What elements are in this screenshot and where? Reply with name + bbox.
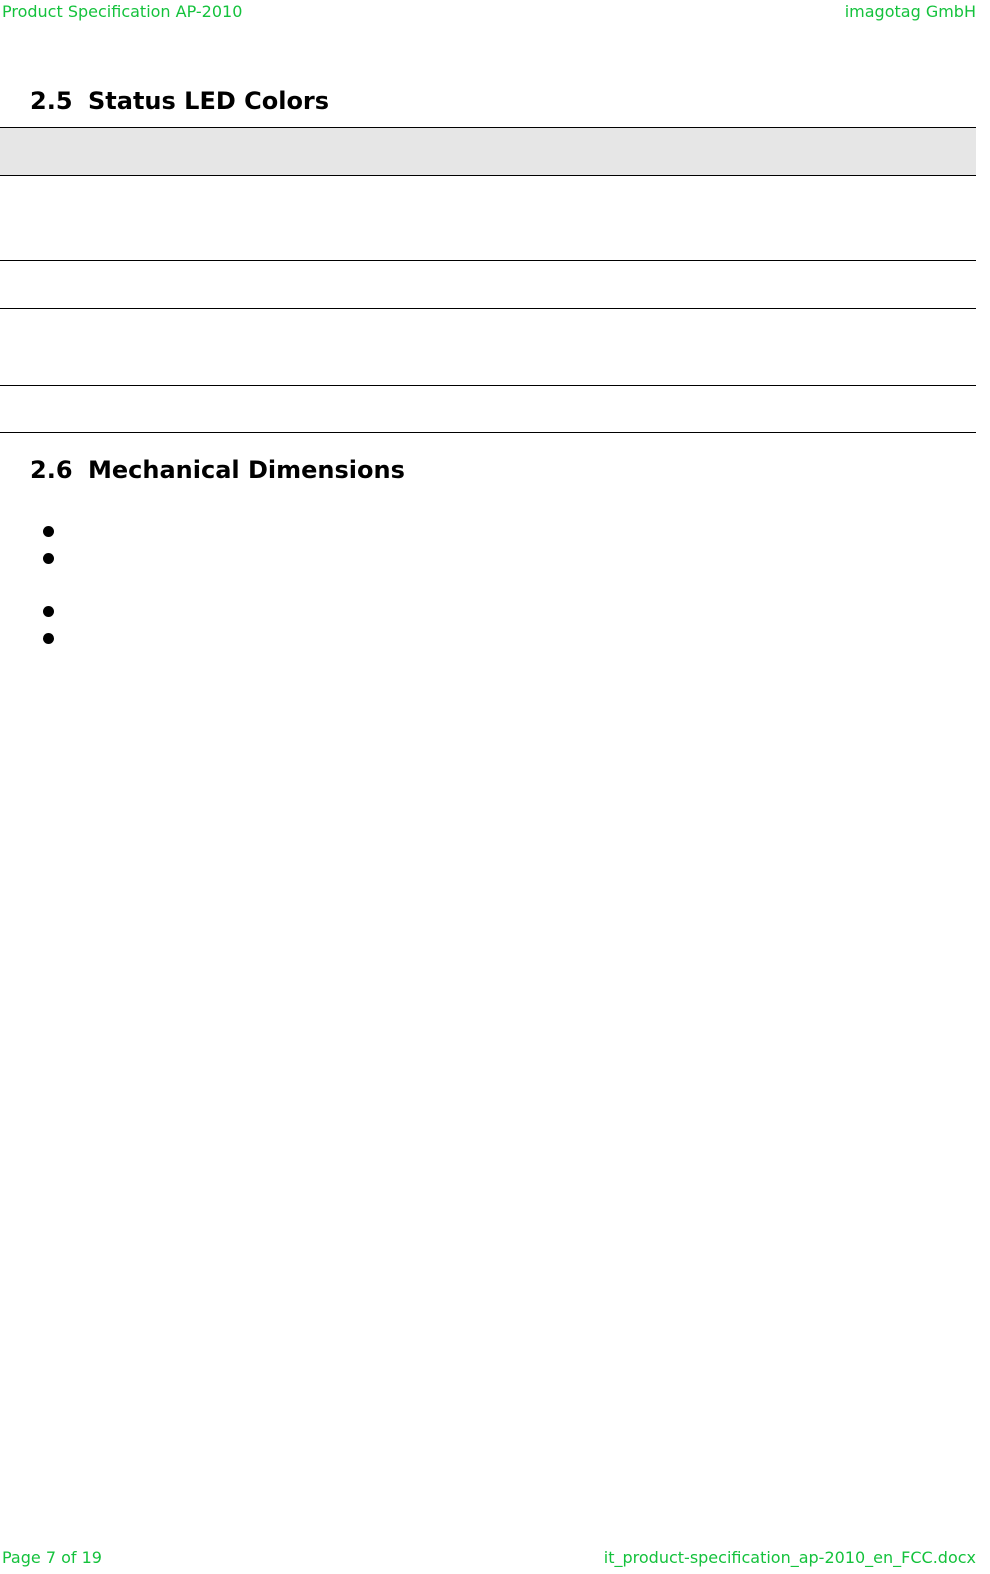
bullet-icon bbox=[43, 526, 54, 537]
section-title: Mechanical Dimensions bbox=[88, 456, 405, 484]
header-document-title: Product Specification AP-2010 bbox=[2, 2, 243, 21]
bullet-icon bbox=[43, 553, 54, 564]
table-row bbox=[0, 309, 976, 386]
table-header-row bbox=[0, 128, 976, 176]
table-row bbox=[0, 386, 976, 433]
table-row bbox=[0, 176, 976, 261]
bullet-icon bbox=[43, 606, 54, 617]
header-company-name: imagotag GmbH bbox=[844, 2, 976, 21]
section-number: 2.6 bbox=[30, 456, 73, 484]
table-cell bbox=[0, 309, 976, 386]
table-cell bbox=[0, 386, 976, 433]
table-row bbox=[0, 261, 976, 309]
bullet-icon bbox=[43, 633, 54, 644]
section-title: Status LED Colors bbox=[88, 87, 330, 115]
table-cell bbox=[0, 261, 976, 309]
section-number: 2.5 bbox=[30, 87, 73, 115]
status-led-table bbox=[0, 127, 976, 433]
table-header-cell bbox=[0, 128, 976, 176]
footer-page-number: Page 7 of 19 bbox=[2, 1548, 102, 1567]
section-heading-mechanical-dimensions bbox=[30, 455, 405, 485]
section-heading-status-led-colors bbox=[30, 86, 329, 116]
table-cell bbox=[0, 176, 976, 261]
footer-filename: it_product-specification_ap-2010_en_FCC.docx bbox=[603, 1548, 976, 1567]
